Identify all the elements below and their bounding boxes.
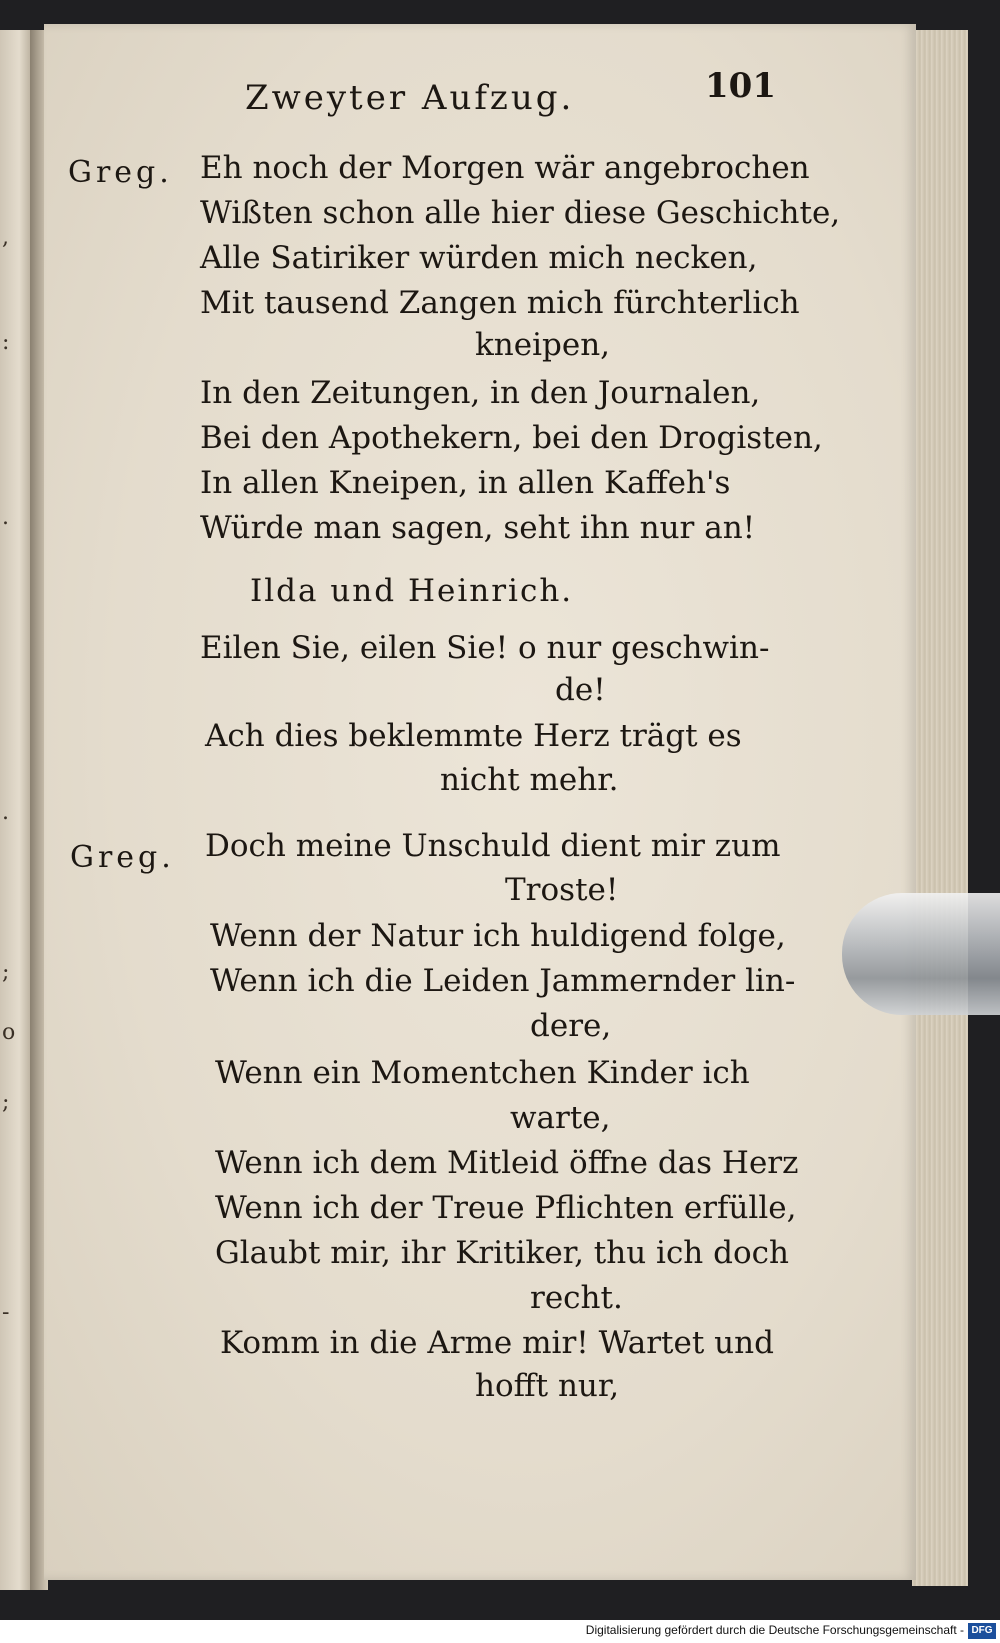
verse-line: In allen Kneipen, in allen Kaffeh's [200,465,731,501]
verse-line: Troste! [505,872,619,908]
footer-bar [0,1620,1000,1643]
verse-line: Ach dies beklemmte Herz trägt es [205,718,742,754]
verse-line: Bei den Apothekern, bei den Drogisten, [200,420,823,456]
left-mark: ; [2,1090,10,1115]
footer-credit: Digitalisierung gefördert durch die Deutsche Forschungsgemeinschaft - [585,1623,964,1637]
dfg-logo: DFG [968,1623,996,1639]
verse-line: warte, [510,1100,611,1136]
speaker-label: Greg. [70,840,175,875]
verse-line: Mit tausend Zangen mich fürchterlich [200,285,800,321]
verse-line: Eh noch der Morgen wär angebrochen [200,150,810,186]
verse-line: de! [555,672,606,708]
verse-line: Komm in die Arme mir! Wartet und [220,1325,774,1361]
verse-line: Wenn der Natur ich huldigend folge, [210,918,786,954]
verse-line: Doch meine Unschuld dient mir zum [205,828,781,864]
left-mark: . [2,800,9,825]
running-header: Zweyter Aufzug. [245,78,575,118]
left-mark: - [2,1300,10,1325]
verse-line: Glaubt mir, ihr Kritiker, thu ich doch [215,1235,789,1271]
page-number: 101 [705,66,776,106]
left-mark: o [2,1020,16,1045]
verse-line: In den Zeitungen, in den Journalen, [200,375,761,411]
verse-line: Wenn ich dem Mitleid öffne das Herz [215,1145,799,1181]
page-edges [912,30,968,1586]
left-mark: : [2,330,10,355]
verse-line: Eilen Sie, eilen Sie! o nur geschwin- [200,630,770,666]
verse-line: Wenn ich die Leiden Jammernder lin- [210,963,796,999]
verse-line: Alle Satiriker würden mich necken, [200,240,758,276]
left-page-edge [0,30,32,1590]
verse-line: hofft nur, [475,1368,620,1404]
speaker-label: Greg. [68,155,173,190]
verse-line: dere, [530,1008,612,1044]
verse-line: Wenn ein Momentchen Kinder ich [215,1055,750,1091]
left-mark: ; [2,960,10,985]
verse-line: Würde man sagen, seht ihn nur an! [200,510,756,546]
verse-line: Wißten schon alle hier diese Geschichte, [200,195,841,231]
verse-line: recht. [530,1280,623,1316]
page-clip [842,893,1000,1015]
verse-line: Wenn ich der Treue Pflichten erfülle, [215,1190,797,1226]
verse-line: kneipen, [475,327,611,363]
left-page-marks [0,30,32,1590]
left-mark: , [2,225,9,250]
verse-line: nicht mehr. [440,762,619,798]
left-mark: . [2,505,9,530]
stage-direction: Ilda und Heinrich. [250,573,574,609]
